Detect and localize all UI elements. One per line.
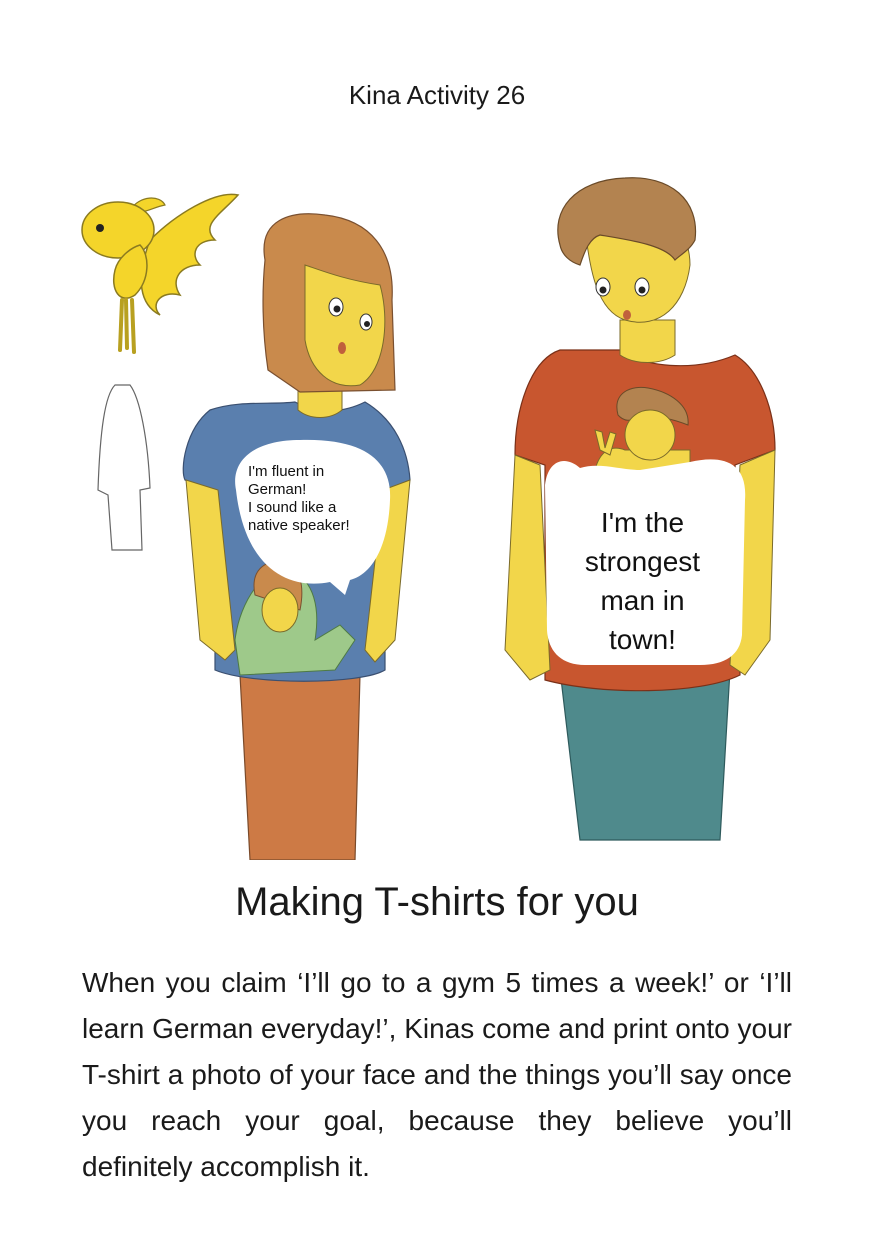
bubble-line: I'm the [600, 507, 685, 538]
woman-bubble-text [248, 463, 388, 535]
kina-creature [82, 194, 238, 352]
article-body: When you claim ‘I’ll go to a gym 5 times a week!’ or ‘I’ll learn German everyday!’, Kinas come and print onto your T-shirt a photo of your face and the things you’ll say once you reach your goal, because they believe you’ll definitely accomplish it. [82, 967, 792, 1182]
illustration [0, 170, 874, 860]
activity-label: Kina Activity 26 [348, 80, 526, 110]
bubble-line: German! [248, 481, 307, 498]
bubble-line: strongest [584, 546, 701, 577]
bubble-line: town! [609, 624, 676, 655]
hanging-tshirt [98, 385, 150, 550]
bubble-line: I sound like a [248, 499, 337, 516]
bubble-line: man in [600, 585, 685, 616]
article-title: Making T-shirts for you [235, 880, 639, 924]
bubble-line: I'm fluent in [248, 463, 325, 480]
man-bubble-text [560, 503, 725, 659]
bubble-line: native speaker! [248, 517, 350, 534]
